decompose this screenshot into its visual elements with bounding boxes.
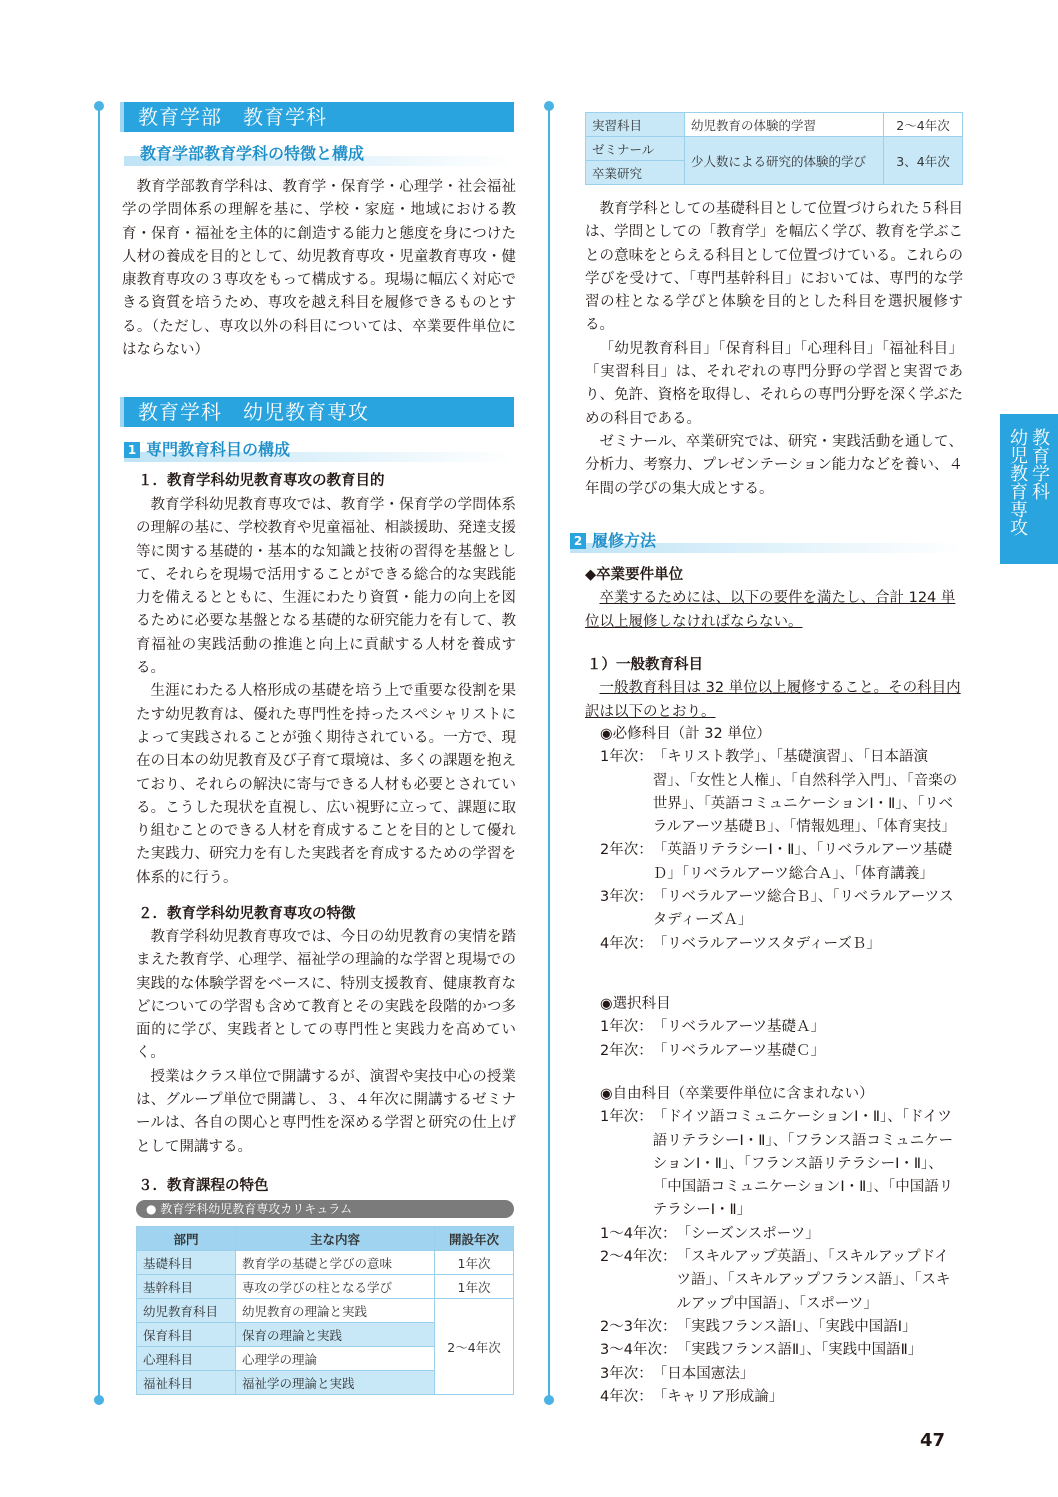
section-side-tab: 教育学科 幼児教育専攻 xyxy=(1000,414,1058,564)
section-title-early-childhood: 教育学科 幼児教育専攻 xyxy=(124,397,514,427)
list-item: 1～4年次： 「シーズンスポーツ」 xyxy=(600,1225,820,1242)
left-margin-line xyxy=(98,105,100,1400)
subtitle-enrollment-method: 2 履修方法 xyxy=(570,529,962,553)
list-item: 2年次： 「リベラルアーツ基礎Ｃ」 xyxy=(600,1042,825,1059)
curriculum-table xyxy=(136,1226,514,1395)
subtitle-faculty-features: 教育学部教育学科の特徴と構成 xyxy=(124,142,514,166)
curriculum-table-caption: ● 教育学科幼児教育専攻カリキュラム xyxy=(136,1200,514,1218)
table-row: 福祉科目 福祉学の理論と実践 xyxy=(137,1371,514,1395)
table-row: 幼児教育科目 幼児教育の理論と実践 2～4年次 xyxy=(137,1299,514,1323)
elective-courses: ◉選択科目 1年次： 「リベラルアーツ基礎Ａ」 2年次： 「リベラルアーツ基礎Ｃ」 xyxy=(600,993,963,1063)
section-title-faculty: 教育学部 教育学科 xyxy=(124,102,514,132)
graduation-requirements: ◆卒業要件単位 卒業するためには、以下の要件を満たし、合計 124 単位以上履修しなければならない。 xyxy=(585,567,956,630)
list-item: 4年次： 「キャリア形成論」 xyxy=(600,1388,784,1405)
list-item: 1年次： 「ドイツ語コミュニケーションⅠ・Ⅱ」、「ドイツ語リテラシーⅠ・Ⅱ」、「フランス語コミュニケーションⅠ・Ⅱ」、「フランス語リテラシーⅠ・Ⅱ」、「中国語コミュニケーションⅠ・Ⅱ」、「中国語リテラシーⅠ・Ⅱ」 xyxy=(600,1109,954,1219)
table-header-year: 開設年次 xyxy=(435,1227,514,1251)
program-features-text: 教育学科幼児教育専攻では、今日の幼児教育の実情を踏まえた教育学、心理学、福祉学の理論的な学習と現場での実践的な体験学習をベースに、特別支援教育、健康教育などについての学習も含めて教育とその実践を段階的かつ多面的に学び、実践者としての専門性と実践力を高めていく。 授業はクラス単位で開講するが、演習や実技中心の授業は、グループ単位で開講し、３、４年次に開講するゼミナールは、各自の関心と専門性を深める学習と研究の仕上げとして開講する。 xyxy=(136,929,516,1155)
list-item: 3年次： 「日本国憲法」 xyxy=(600,1365,755,1382)
list-item: 4年次： 「リベラルアーツスタディーズＢ」 xyxy=(600,935,881,952)
heading-education-purpose: １．教育学科幼児教育専攻の教育目的 xyxy=(138,473,385,489)
table-row: 保育科目 保育の理論と実践 xyxy=(137,1323,514,1347)
heading-curriculum-characteristics: ３．教育課程の特色 xyxy=(138,1178,269,1194)
table-row: 実習科目 幼児教育の体験的学習 2～4年次 xyxy=(586,113,963,137)
general-education: １）一般教育科目 一般教育科目は 32 単位以上履修すること。その科目内訳は以下のとおり。 xyxy=(585,657,961,720)
list-item: 1年次： 「リベラルアーツ基礎Ａ」 xyxy=(600,1019,825,1036)
table-row: ゼミナール 少人数による研究的体験的学び 3、4年次 xyxy=(586,137,963,161)
list-item: 3年次： 「リベラルアーツ総合Ｂ」、「リベラルアーツスタディーズＡ」 xyxy=(600,889,954,929)
right-margin-dot-bottom xyxy=(544,1395,554,1405)
table-row: 基礎科目 教育学の基礎と学びの意味 1年次 xyxy=(137,1251,514,1275)
subtitle-curriculum-structure: 1 専門教育科目の構成 xyxy=(124,438,514,462)
curriculum-explanation: 教育学科としての基礎科目として位置づけられた５科目は、学問としての「教育学」を幅広く学び、教育を学ぶことの意味をとらえる科目として位置づけている。これらの学びを受けて、「専門基幹科目」においては、専門的な学習の柱となる学びと体験を目的とした科目を選択履修する。 「幼児教育科目」「保育科目」「心理科目」「福祉科目」「実習科目」は、それぞれの専門分野の学習と実習であり、免許、資格を取得し、それらの専門分野を深く学ぶための科目である。 ゼミナール、卒業研究では、研究・実践活動を通して、分析力、考察力、プレゼンテーション能力などを養い、４年間の学びの集大成とする。 xyxy=(585,201,963,497)
list-item: 2～4年次： 「スキルアップ英語」、「スキルアップドイツ語」、「スキルアップフランス語」、「スキルアップ中国語」、「スポーツ」 xyxy=(600,1249,951,1312)
table-row: 基幹科目 専攻の学びの柱となる学び 1年次 xyxy=(137,1275,514,1299)
list-item: 3～4年次： 「実践フランス語Ⅱ」、「実践中国語Ⅱ」 xyxy=(600,1342,923,1359)
list-item: 2～3年次： 「実践フランス語Ⅰ」、「実践中国語Ⅰ」 xyxy=(600,1318,917,1335)
free-courses: ◉自由科目（卒業要件単位に含まれない） 1年次： 「ドイツ語コミュニケーションⅠ・Ⅱ」、「ドイツ語リテラシーⅠ・Ⅱ」、「フランス語コミュニケーションⅠ・Ⅱ」、「フランス語リテラシーⅠ・Ⅱ」、「中国語コミュニケーションⅠ・Ⅱ」、「中国語リテラシーⅠ・Ⅱ」 1～4年次： 「シーズンスポーツ」 2～4年次： 「スキルアップ英語」、「スキルアップドイツ語」、「スキルアップフランス語」、「スキルアップ中国語」、「スポーツ」 2～3年次： 「実践フランス語Ⅰ」、「実践中国語Ⅰ」 3～4年次： 「実践フランス語Ⅱ」、「実践中国語Ⅱ」 3年次： 「日本国憲法」 4年次： 「キャリア形成論」 xyxy=(600,1083,963,1409)
education-purpose-text: 教育学科幼児教育専攻では、教育学・保育学の学問体系の理解の基に、学校教育や児童福祉、相談援助、発達支援等に関する基礎的・基本的な知識と技術の習得を基盤として、それらを現場で活用することができる総合的な実践能力を備えるとともに、生涯にわたり資質・能力の向上を図るために必要な基盤となる基礎的な研究能力を有して、教育福祉の実践活動の推進と向上に貢献する人材を養成する。 生涯にわたる人格形成の基礎を培う上で重要な役割を果たす幼児教育は、優れた専門性を持ったスペシャリストによって実践されることが強く期待されている。一方で、現在の日本の幼児教育及び子育て環境は、多くの課題を抱えており、それらの解決に寄与できる人材も必要とされている。こうした現状を直視し、広い視野に立って、課題に取り組むことのできる人材を育成することを目的として優れた実践力、研究力を有した実践者を育成するための学習を体系的に行う。 xyxy=(136,497,516,886)
table-header-category: 部門 xyxy=(137,1227,236,1251)
page-number: 47 xyxy=(920,1430,946,1451)
table-header-content: 主な内容 xyxy=(236,1227,435,1251)
faculty-description: 教育学部教育学科は、教育学・保育学・心理学・社会福祉学の学問体系の理解を基に、学校・家庭・地域における教育・保育・福祉を主体的に創造する能力と態度を身につけた人材の養成を目的として、幼児教育専攻・児童教育専攻・健康教育専攻の３専攻をもって構成する。現場に幅広く対応できる資質を培うため、専攻を越え科目を履修できるものとする。（ただし、専攻以外の科目については、卒業要件単位にはならない） xyxy=(122,179,516,359)
table-row: 卒業研究 xyxy=(586,161,963,185)
list-item: 1年次： 「キリスト教学」、「基礎演習」、「日本語演習」、「女性と人権」、「自然科学入門」、「音楽の世界」、「英語コミュニケーションⅠ・Ⅱ」、「リベラルアーツ基礎Ｂ」、「情報処理」、「体育実技」 xyxy=(600,749,958,836)
curriculum-table-continued xyxy=(585,112,963,185)
right-margin-line xyxy=(548,105,550,1400)
table-row: 心理科目 心理学の理論 xyxy=(137,1347,514,1371)
heading-program-features: ２．教育学科幼児教育専攻の特徴 xyxy=(138,906,356,922)
required-courses: ◉必修科目（計 32 単位） 1年次： 「キリスト教学」、「基礎演習」、「日本語演習」、「女性と人権」、「自然科学入門」、「音楽の世界」、「英語コミュニケーションⅠ・Ⅱ」、「リベラルアーツ基礎Ｂ」、「情報処理」、「体育実技」 2年次： 「英語リテラシーⅠ・Ⅱ」、「リベラルアーツ基礎Ｄ」「リベラルアーツ総合Ａ」、「体育講義」 3年次： 「リベラルアーツ総合Ｂ」、「リベラルアーツスタディーズＡ」 4年次： 「リベラルアーツスタディーズＢ」 xyxy=(600,723,963,956)
right-margin-dot-top xyxy=(544,101,554,111)
left-margin-dot-bottom xyxy=(94,1395,104,1405)
left-margin-dot-top xyxy=(94,101,104,111)
list-item: 2年次： 「英語リテラシーⅠ・Ⅱ」、「リベラルアーツ基礎Ｄ」「リベラルアーツ総合Ａ」、「体育講義」 xyxy=(600,842,953,882)
